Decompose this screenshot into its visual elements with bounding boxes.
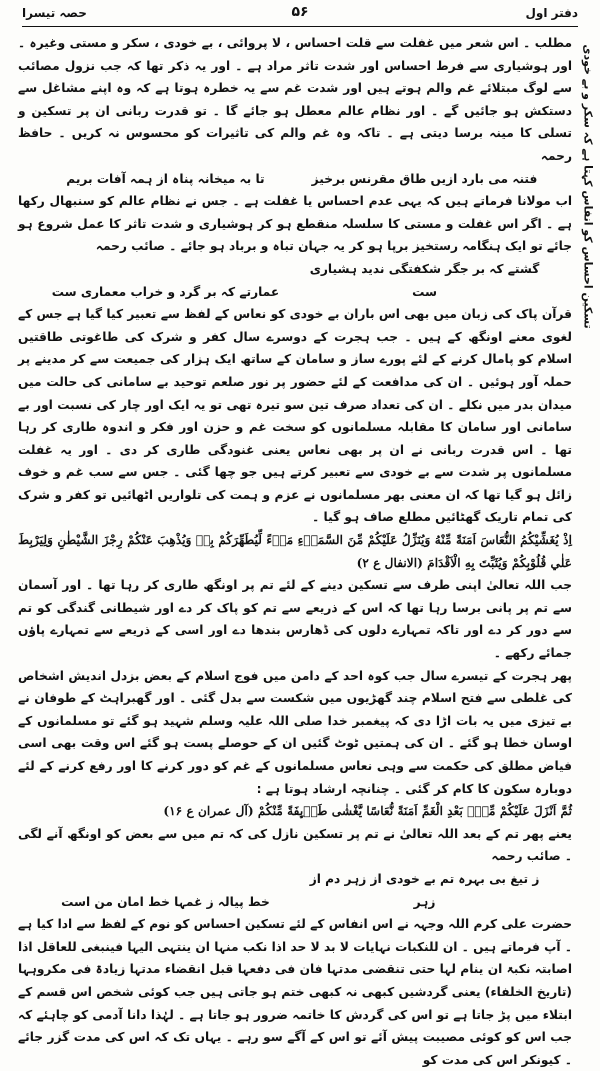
quran-verse: ثُمَّ اَنْزَلَ عَلَيْكُمْ مِّنْۢ بَعْدِ الْغَمِّ اَمَنَةً نُّعَاسًا يَّغْشٰى طَاۗىِٕفَةً مِّنْكُمْ (آل عمران ع ۱۶) bbox=[163, 804, 572, 819]
paragraph: یعنے پھر تم کے بعد اللہ تعالیٰ نے تم پر تسکین نازل کی کہ تم میں سے بعض کو اونگھ آنے لگی ۔ صائب رحمہ bbox=[18, 826, 572, 864]
verse-couplet bbox=[18, 168, 572, 191]
quran-verse: اِذْ يُغَشِّيْكُمُ النُّعَاسَ اَمَنَةً مِّنْهُ وَيُنَزِّلُ عَلَيْكُمْ مِّنَ السَّمَاۗءِ مَاۗءً لِّيُطَهِّرَكُمْ بِهٖ وَيُذْهِبَ عَنْكُمْ رِجْزَ الشَّيْطٰنِ وَلِيَرْبِطَ عَلٰي قُلُوْبِكُمْ وَيُثَبِّتَ بِهِ الْاَقْدَامَ (الانفال ع ۲) bbox=[18, 533, 572, 570]
header-rule bbox=[22, 26, 578, 27]
page-number: ۵۶ bbox=[291, 4, 309, 20]
verse-first-hemistich: ز تیغ بی بہرہ تم بے خودی از زہر دم از زہر bbox=[309, 871, 540, 909]
paragraph: اب مولانا فرماتے ہیں کہ یہی عدم احساس یا غفلت ہے ۔ جس نے نظام عالم کو سنبھال رکھا ہے ۔ اگر اس غفلت و مستی کا سلسلہ منقطع ہو کر ہوشیاری و شدت تاثر کا عمل شروع ہو جائے تو ایک ہنگامہ رستخیز برپا ہو کر یہ جہان تباہ و برباد ہو جائے ۔ صائب رحمہ bbox=[18, 194, 572, 254]
paragraph: مطلب ۔ اس شعر میں غفلت سے قلت احساس ، لا پروائی ، بے خودی ، سکر و مستی وغیرہ ۔ اور ہوشیاری سے فرط احساس اور شدت تاثر مراد ہے ۔ اور یہ ذکر تھا کہ جب نزول مصائب سے لوگ مبتلائے غم والم ہوتے ہیں اور شدت غم سے یہ خطرہ ہوتا ہے کہ وہ اپنے مشاغل سے دستکش ہو جائیں گے ۔ اور نظام عالم معطل ہو جائے گا ۔ تو قدرت ربانی ان پر تسکین و تسلی کا مینہ برسا دیتی ہے ۔ تاکہ وہ غم والم کی تاثیرات کو محسوس نہ کریں ۔ حافظ رحمہ bbox=[18, 36, 572, 163]
page-header bbox=[22, 4, 578, 26]
paragraph: پھر ہجرت کے تیسرے سال جب کوہ احد کے دامن میں فوج اسلام کے بعض بزدل اندیش اشخاص کی غلطی سے فتح اسلام چند گھڑیوں میں شکست سے بدل گئی ۔ اور گھبراہٹ کے طوفان نے بے تیزی میں یہ بات اڑا دی کہ پیغمبر خدا صلی اللہ علیہ وسلم شہید ہو گئے تو مسلمانوں کے اوسان خطا ہو گئے ۔ ان کی ہمتیں ٹوٹ گئیں ان کے حوصلے پست ہو گئے اس وقت بھی اسی فیاض مطلق کی حکمت سے وہی نعاس مسلمانوں کے غم کو دور کرنے کا اور رفع کرنے کے لئے دوبارہ سکون کا کام کر گئی ۔ چنانچہ ارشاد ہوتا ہے : bbox=[18, 668, 572, 796]
verse-couplet bbox=[18, 868, 572, 913]
main-text bbox=[18, 32, 572, 1071]
paragraph: حضرت علی کرم اللہ وجہہ نے اس انفاس کے لئے تسکین احساس کو نوم کے لفظ سے ادا کیا ہے ۔ آپ فرماتے ہیں ۔ ان للنکبات نہایات لا بد لا حد اذا نکب منہا ان ینتہی الیہا فینبغی للعاقل اذا اصابتہ نکبۃ ان ینام لہا حتی تنقضی مدتہا فان فی دفعہا قبل انقضاء مدتہا زیادۃ فی مکروہہا (تاریخ الخلفاء) یعنی گردشیں کبھی نہ کبھی ختم ہو جاتی ہیں جب کوئی شخص اس قسم کے ابتلاء میں پڑ جاتا ہے تو اس کی گردش کا خاتمہ ضرور ہو جاتا ہے ۔ لہٰذا دانا آدمی کو چاہئے کہ جب اس کو کوئی مصیبت پیش آئے تو اس کے آگے سو رہے ۔ یہاں تک کہ اس کی مدت گزر جائے ۔ کیونکر اس کی مدت کو bbox=[18, 917, 572, 1067]
paragraph: جب اللہ تعالیٰ اپنی طرف سے تسکین دینے کے لئے تم پر اونگھ طاری کر رہا تھا ۔ اور آسمان سے تم پر پانی برسا رہا تھا کہ اس کے ذریعے سے تم کو پاک کر دے اور شیطانی گندگی کو تم سے دور کر دے اور تاکہ تمہارے دلوں کی ڈھارس بندھا دے اور اسی کے ذریعے سے تمہارے پاؤں جمائے رکھے ۔ bbox=[18, 578, 572, 661]
verse-first-hemistich: فتنہ می بارد ازیں طاق مقرنس برخیز bbox=[311, 171, 538, 186]
verse-second-hemistich: خط پیالہ ز غمہا خط امان من است bbox=[61, 894, 270, 909]
verse-first-hemistich: گشتے کہ بر جگر شکفتگی ندید ہشیاری ست bbox=[309, 261, 540, 299]
paragraph: قرآن پاک کی زبان میں بھی اس باران بے خودی کو نعاس کے لفظ سے تعبیر کیا گیا ہے جس کے لغوی معنے اونگھ کے ہیں ۔ جب ہجرت کے دوسرے سال کفر و شرک کی طاغوتی طاقتیں اسلام کو پامال کرنے کے لئے پورے ساز و سامان کے ساتھ ایک ہزار کی جمیعت سے کر مدینے پر حملہ آور ہوئیں ۔ ان کی مدافعت کے لئے حضور پر نور صلعم توحید بے سامانی کی حالت میں میدان بدر میں نکلے ۔ ان کی تعداد صرف تین سو تیرہ تھی تو یہ ایک اور چار کی نسبت اور بے سامانی اور سامان کا مقابلہ مسلمانوں کو سخت غم و حزن اور فکر و اندوہ طاری کر رہا تھا ۔ اس قدرت ربانی نے ان پر بھی نعاس یعنی غنودگی طاری کر دی ۔ اور یہ غفلت مسلمانوں پر شدت سے بے خودی سے تعبیر کرتے ہیں جو چھا گئی ۔ جس سے سب غم و خوف زائل ہو گیا تھا کہ ان معنی بھر مسلمانوں نے عزم و ہمت کی تلواریں اٹھائیں تو کفر و شرک کی تمام تاریک گھٹائیں مطلع صاف ہو گیا ۔ bbox=[18, 307, 572, 525]
volume-label: دفتر اول bbox=[525, 6, 578, 20]
verse-second-hemistich: عمارتے کہ بر گرد و خراب معماری ست bbox=[51, 284, 280, 299]
verse-couplet bbox=[18, 258, 572, 303]
verse-second-hemistich: تا بہ میخانہ پناہ از ہمہ آفات بریم bbox=[66, 171, 265, 186]
margin-note bbox=[578, 30, 598, 360]
section-label: حصہ تیسرا bbox=[22, 6, 87, 20]
margin-note-text: تسکین احساس کو انفاس کہتا ہے کہ سکر و بے خودی bbox=[581, 44, 595, 329]
